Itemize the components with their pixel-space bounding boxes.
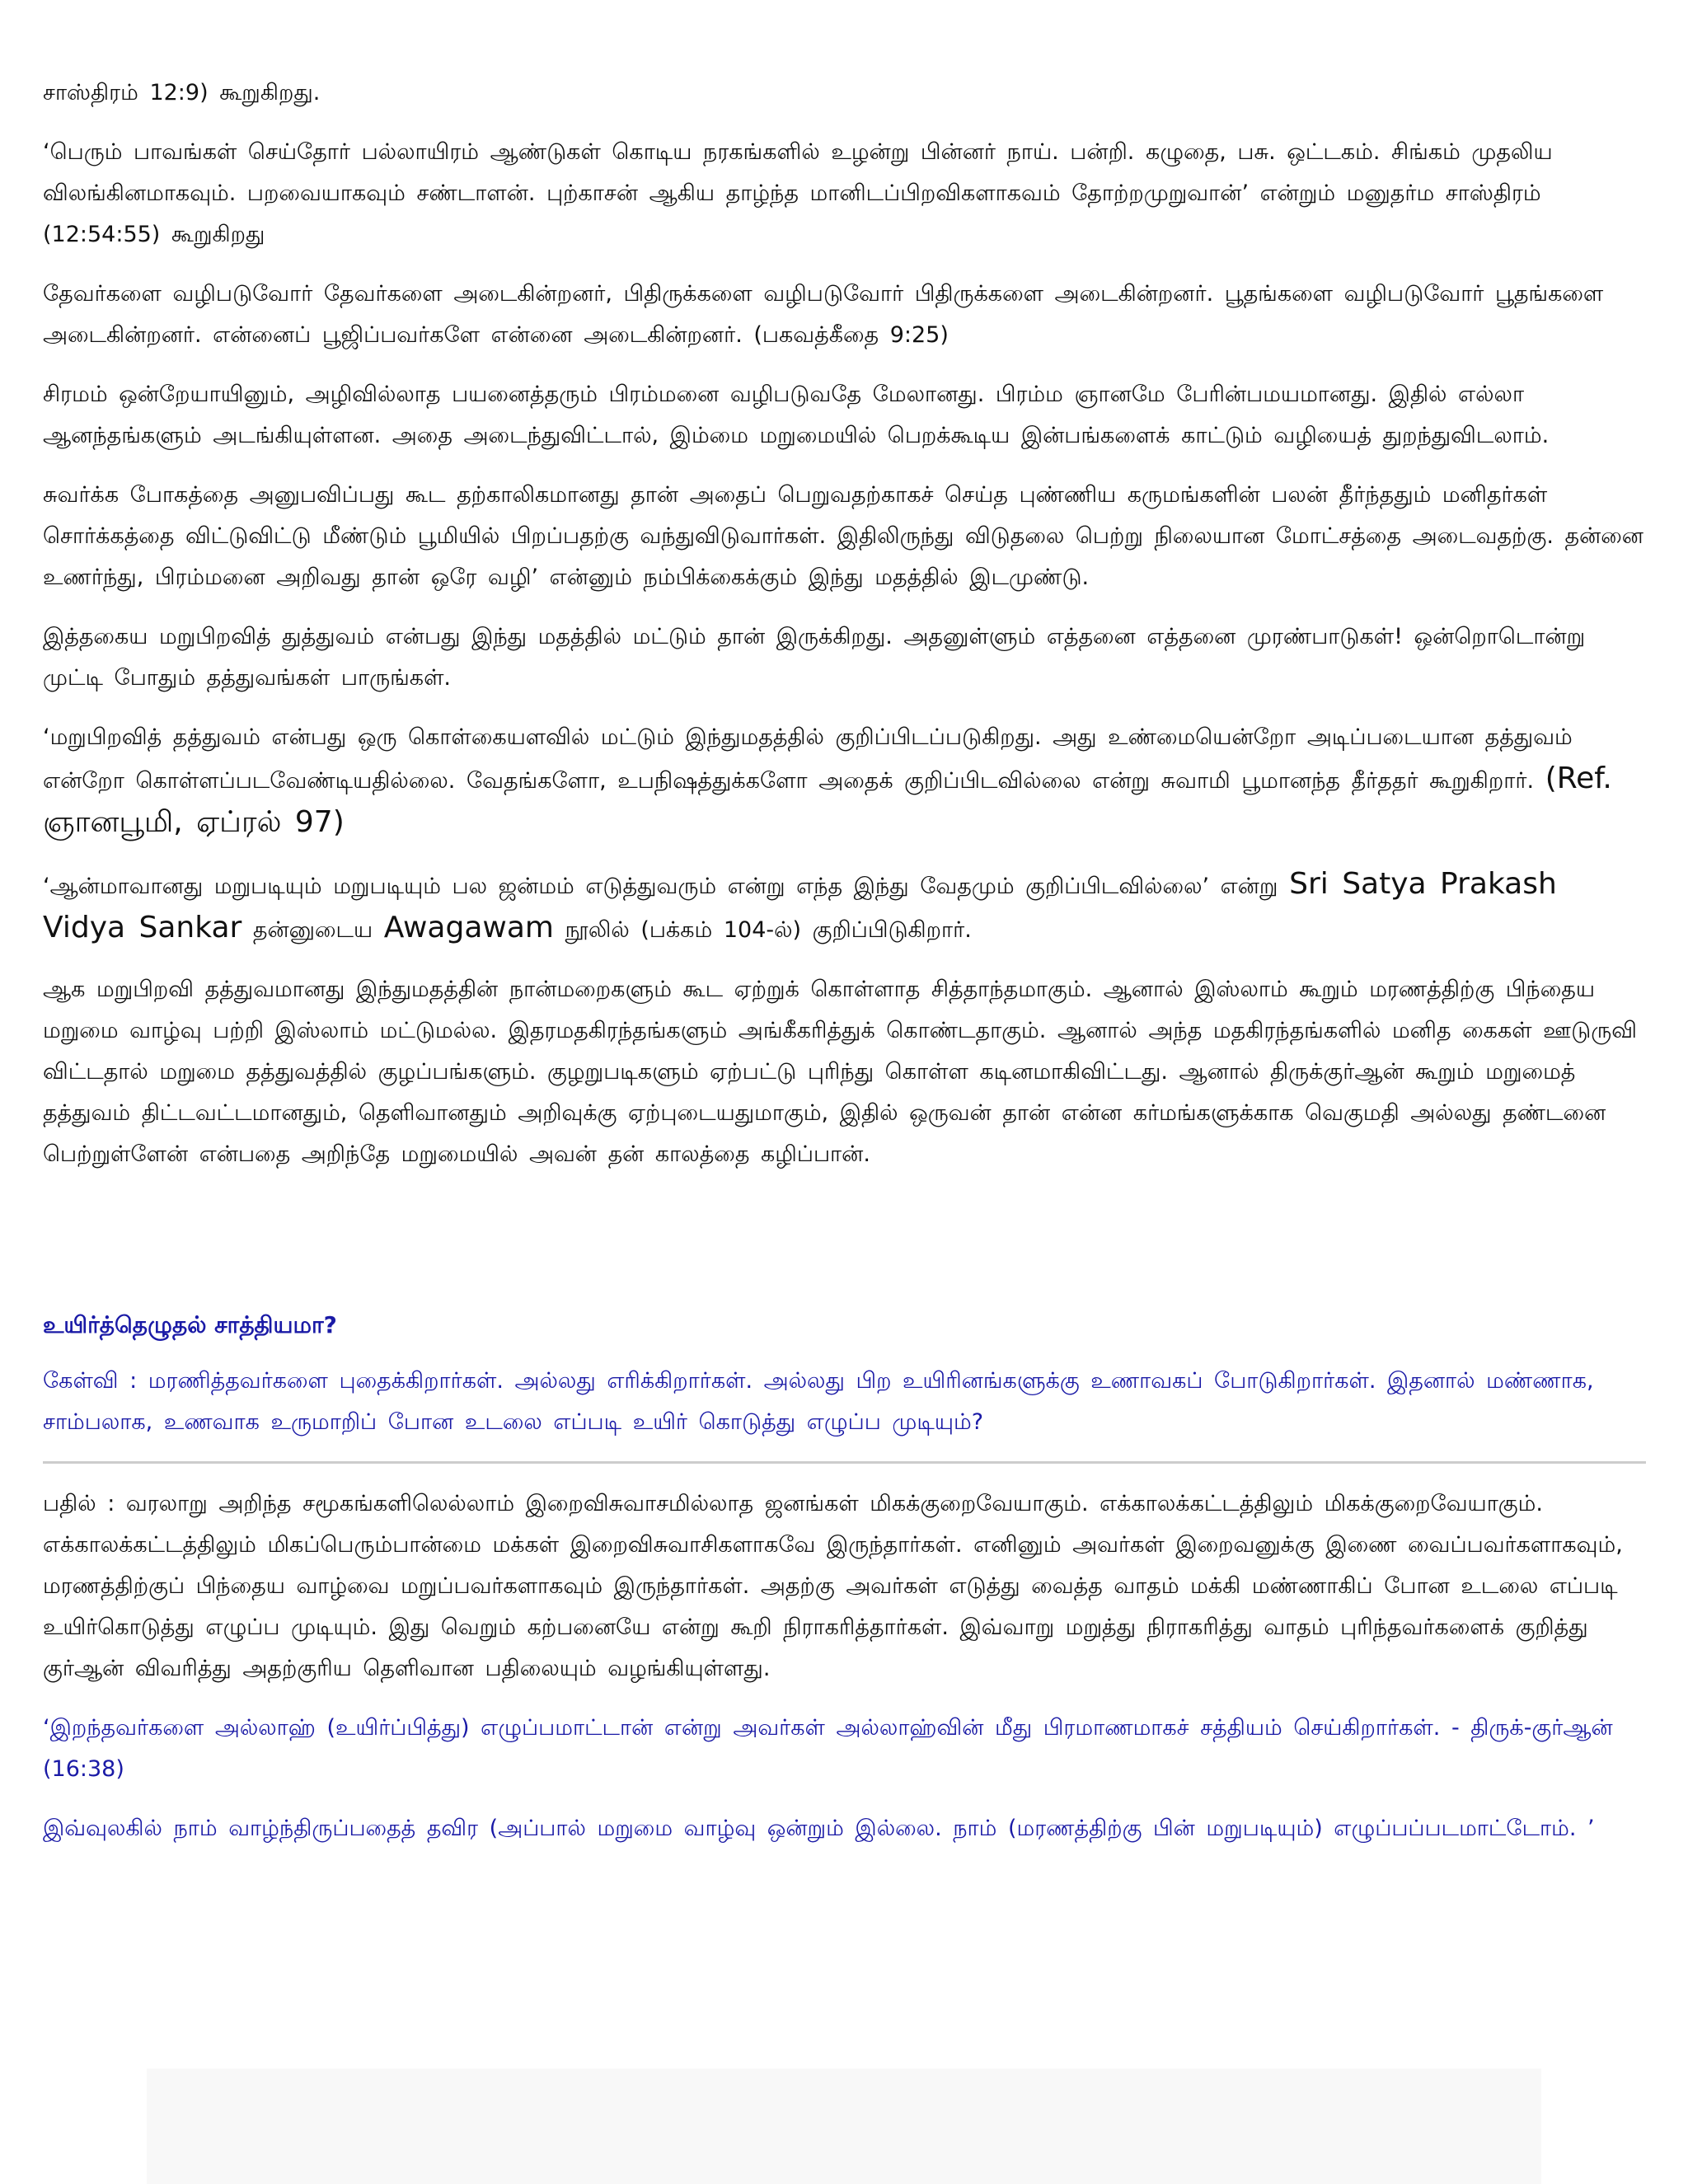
section-heading: உயிர்த்தெழுதல் சாத்தியமா? (43, 1311, 337, 1338)
divider (43, 1461, 1646, 1464)
quote-reference: (Ref. ஞானபூமி, ஏப்ரல் 97) (43, 762, 1612, 839)
quran-quote-continued: இவ்வுலகில் நாம் வாழ்ந்திருப்பதைத் தவிர (அப்பால் மறுமை வாழ்வு ஒன்றும் இல்லை. நாம் (மரணத்திற்கு பின் மறுபடியும்) எழுப்பப்படமாட்டோம். ’ (43, 1816, 1595, 1841)
quote-text: ‘மறுபிறவித் தத்துவம் என்பது ஒரு கொள்கையளவில் மட்டும் இந்துமதத்தில் குறிப்பிடப்படுகிறது. அது உண்மையென்றோ அடிப்படையான தத்துவம் என்றோ கொள்ளப்படவேண்டியதில்லை. வேதங்களோ, உபநிஷத்துக்களோ அதைக் குறிப்பிடவில்லை என்று சுவாமி பூமானந்த தீர்ததர் கூறுகிறார். (43, 724, 1573, 794)
faint-background-band (147, 2069, 1541, 2184)
article-body (43, 73, 1646, 1868)
quote-part-1: ‘ஆன்மாவானது மறுபடியும் மறுபடியும் பல ஜன்மம் எடுத்துவரும் என்று எந்த இந்து வேதமும் குறிப்பிடவில்லை’ என்று (43, 874, 1278, 899)
paragraph-rebirth-doctrine: இத்தகைய மறுபிறவித் துத்துவம் என்பது இந்து மதத்தில் மட்டும் தான் இருக்கிறது. அதனுள்ளும் எத்தனை எத்தனை முரண்பாடுகள்! ஒன்றொடொன்று முட்டி போதும் தத்துவங்கள் பாருங்கள். (43, 624, 1586, 691)
question-paragraph: கேள்வி : மரணித்தவர்களை புதைக்கிறார்கள். அல்லது எரிக்கிறார்கள். அல்லது பிற உயிரினங்களுக்கு உணாவகப் போடுகிறார்கள். இதனால் மண்ணாக, சாம்பலாக, உணவாக உருமாறிப் போன உடலை எப்படி உயிர் கொடுத்து எழுப்ப முடியும்? (43, 1368, 1594, 1435)
section-spacer (43, 1193, 1646, 1305)
paragraph-awagawam-quote (43, 864, 1646, 951)
paragraph-manu-quote: ‘பெரும் பாவங்கள் செய்தோர் பல்லாயிரம் ஆண்டுகள் கொடிய நரகங்களில் உழன்று பின்னர் நாய். பன்றி. கழுதை, பசு. ஒட்டகம். சிங்கம் முதலிய விலங்கினமாகவும். பறவையாகவும் சண்டாளன். புற்காசன் ஆகிய தாழ்ந்த மானிடப்பிறவிகளாகவம் தோற்றமுறுவான்’ என்றும் மனுதர்ம சாஸ்திரம் (12:54:55) கூறுகிறது (43, 139, 1553, 247)
book-title: Awagawam (383, 911, 554, 944)
paragraph-punarjanma-quote (43, 717, 1646, 846)
paragraph-brahman: சிரமம் ஒன்றேயாயினும், அழிவில்லாத பயனைத்தரும் பிரம்மனை வழிபடுவதே மேலானது. பிரம்ம ஞானமே பேரின்பமயமானது. இதில் எல்லா ஆனந்தங்களும் அடங்கியுள்ளன. அதை அடைந்துவிட்டால், இம்மை மறுமையில் பெறக்கூடிய இன்பங்களைக் காட்டும் வழியைத் துறந்துவிடலாம். (43, 382, 1550, 448)
author-name: Sri Satya Prakash Vidya Sankar (43, 867, 1557, 944)
answer-paragraph: பதில் : வரலாறு அறிந்த சமூகங்களிலெல்லாம் இறைவிசுவாசமில்லாத ஜனங்கள் மிகக்குறைவேயாகும். எக்காலக்கட்டத்திலும் மிகக்குறைவேயாகும். எக்காலக்கட்டத்திலும் மிகப்பெரும்பான்மை மக்கள் இறைவிசுவாசிகளாகவே இருந்தார்கள். எனினும் அவர்கள் இறைவனுக்கு இணை வைப்பவர்களாகவும், மரணத்திற்குப் பிந்தைய வாழ்வை மறுப்பவர்களாகவும் இருந்தார்கள். அதற்கு அவர்கள் எடுத்து வைத்த வாதம் மக்கி மண்ணாகிப் போன உடலை எப்படி உயிர்கொடுத்து எழுப்ப முடியும். இது வெறும் கற்பனையே என்று கூறி நிராகரித்தார்கள். இவ்வாறு மறுத்து நிராகரித்து வாதம் புரிந்தவர்களைக் குறித்து குர்ஆன் விவரித்து அதற்குரிய தெளிவான பதிலையும் வழங்கியுள்ளது. (43, 1491, 1623, 1681)
quote-part-2: தன்னுடைய (252, 917, 373, 943)
paragraph-gita-quote: தேவர்களை வழிபடுவோர் தேவர்களை அடைகின்றனர், பிதிருக்களை வழிபடுவோர் பிதிருக்களை அடைகின்றனர். பூதங்களை வழிபடுவோர் பூதங்களை அடைகின்றனர். என்னைப் பூஜிப்பவர்களே என்னை அடைகின்றனர். (பகவத்கீதை 9:25) (43, 281, 1604, 348)
paragraph-conclusion: ஆக மறுபிறவி தத்துவமானது இந்துமதத்தின் நான்மறைகளும் கூட ஏற்றுக் கொள்ளாத சித்தாந்தமாகும். ஆனால் இஸ்லாம் கூறும் மரணத்திற்கு பிந்தைய மறுமை வாழ்வு பற்றி இஸ்லாம் மட்டுமல்ல. இதரமதகிரந்தங்களும் அங்கீகரித்துக் கொண்டதாகும். ஆனால் அந்த மதகிரந்தங்களில் மனித கைகள் ஊடுருவி விட்டதால் மறுமை தத்துவத்தில் குழப்பங்களும். குழறுபடிகளும் ஏற்பட்டு புரிந்து கொள்ள கடினமாகிவிட்டது. ஆனால் திருக்குர்ஆன் கூறும் மறுமைத் தத்துவம் திட்டவட்டமானதும், தெளிவானதும் அறிவுக்கு ஏற்புடையதுமாகும், இதில் ஒருவன் தான் என்ன கர்மங்களுக்காக வெகுமதி அல்லது தண்டனை பெற்றுள்ளேன் என்பதை அறிந்தே மறுமையில் அவன் தன் காலத்தை கழிப்பான். (43, 977, 1637, 1167)
paragraph-swarga: சுவர்க்க போகத்தை அனுபவிப்பது கூட தற்காலிகமானது தான் அதைப் பெறுவதற்காகச் செய்த புண்ணிய கருமங்களின் பலன் தீர்ந்ததும் மனிதர்கள் சொர்க்கத்தை விட்டுவிட்டு மீண்டும் பூமியில் பிறப்பதற்கு வந்துவிடுவார்கள். இதிலிருந்து விடுதலை பெற்று நிலையான மோட்சத்தை அடைவதற்கு. தன்னை உணர்ந்து, பிரம்மனை அறிவது தான் ஒரே வழி’ என்னும் நம்பிக்கைக்கும் இந்து மதத்தில் இடமுண்டு. (43, 482, 1643, 590)
quote-part-3: நூலில் (பக்கம் 104-ல்) குறிப்பிடுகிறார். (565, 917, 972, 943)
quran-quote: ‘இறந்தவர்களை அல்லாஹ் (உயிர்ப்பித்து) எழுப்பமாட்டான் என்று அவர்கள் அல்லாஹ்வின் மீது பிரமாணமாகச் சத்தியம் செய்கிறார்கள். - திருக்-குர்ஆன் (16:38) (43, 1715, 1613, 1782)
paragraph-continuation: சாஸ்திரம் 12:9) கூறுகிறது. (43, 80, 321, 105)
